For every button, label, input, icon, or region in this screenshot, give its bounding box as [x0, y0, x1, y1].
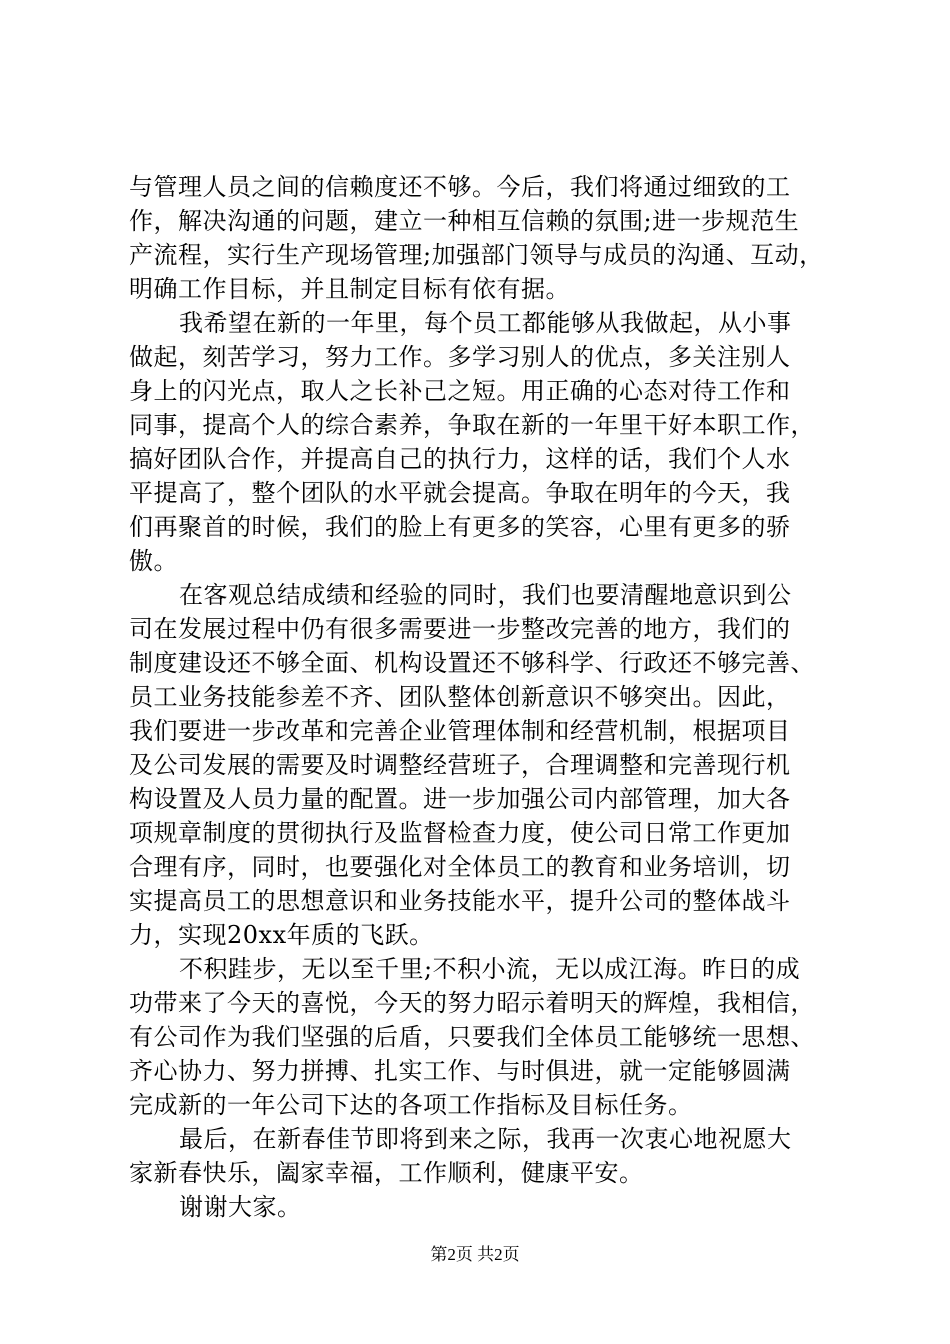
text-line: 有公司作为我们坚强的后盾，只要我们全体员工能够统一思想、 [129, 1023, 815, 1051]
text-line: 家新春快乐，阖家幸福，工作顺利，健康平安。 [129, 1159, 644, 1187]
text-line: 齐心协力、努力拼搏、扎实工作、与时俱进，就一定能够圆满 [129, 1057, 791, 1085]
text-line: 做起，刻苦学习，努力工作。多学习别人的优点，多关注别人 [129, 343, 791, 371]
page-number-footer: 第2页 共2页 [430, 1245, 520, 1264]
paragraph-start-line: 不积跬步，无以至千里;不积小流，无以成江海。昨日的成 [179, 955, 801, 983]
text-line: 产流程，实行生产现场管理;加强部门领导与成员的沟通、互动， [129, 241, 824, 269]
text-line: 作，解决沟通的问题，建立一种相互信赖的氛围;进一步规范生 [129, 207, 800, 235]
paragraph-start-line: 最后，在新春佳节即将到来之际，我再一次衷心地祝愿大 [179, 1125, 792, 1153]
text-line: 明确工作目标，并且制定目标有依有据。 [129, 275, 570, 303]
text-line: 功带来了今天的喜悦，今天的努力昭示着明天的辉煌，我相信， [129, 989, 815, 1017]
text-line: 员工业务技能参差不齐、团队整体创新意识不够突出。因此， [129, 683, 791, 711]
text-line: 制度建设还不够全面、机构设置还不够科学、行政还不够完善、 [129, 649, 815, 677]
text-line: 司在发展过程中仍有很多需要进一步整改完善的地方，我们的 [129, 615, 791, 643]
closing-line: 谢谢大家。 [179, 1193, 302, 1221]
text-line: 我们要进一步改革和完善企业管理体制和经营机制，根据项目 [129, 717, 791, 745]
text-line: 与管理人员之间的信赖度还不够。今后，我们将通过细致的工 [129, 173, 791, 201]
text-line: 项规章制度的贯彻执行及监督检查力度，使公司日常工作更加 [129, 819, 791, 847]
text-line: 及公司发展的需要及时调整经营班子，合理调整和完善现行机 [129, 751, 791, 779]
text-line: 构设置及人员力量的配置。进一步加强公司内部管理，加大各 [129, 785, 791, 813]
text-line: 身上的闪光点，取人之长补己之短。用正确的心态对待工作和 [129, 377, 791, 405]
text-line: 平提高了，整个团队的水平就会提高。争取在明年的今天，我 [129, 479, 791, 507]
paragraph-start-line: 我希望在新的一年里，每个员工都能够从我做起，从小事 [179, 309, 792, 337]
text-line: 搞好团队合作，并提高自己的执行力，这样的话，我们个人水 [129, 445, 791, 473]
text-line: 傲。 [129, 547, 178, 575]
text-line: 们再聚首的时候，我们的脸上有更多的笑容，心里有更多的骄 [129, 513, 791, 541]
text-line: 合理有序，同时，也要强化对全体员工的教育和业务培训，切 [129, 853, 791, 881]
text-line: 同事，提高个人的综合素养，争取在新的一年里干好本职工作， [129, 411, 815, 439]
paragraph-start-line: 在客观总结成绩和经验的同时，我们也要清醒地意识到公 [179, 581, 792, 609]
text-line: 力，实现20xx年质的飞跃。 [129, 921, 434, 949]
text-line: 完成新的一年公司下达的各项工作指标及目标任务。 [129, 1091, 693, 1119]
text-line: 实提高员工的思想意识和业务技能水平，提升公司的整体战斗 [129, 887, 791, 915]
